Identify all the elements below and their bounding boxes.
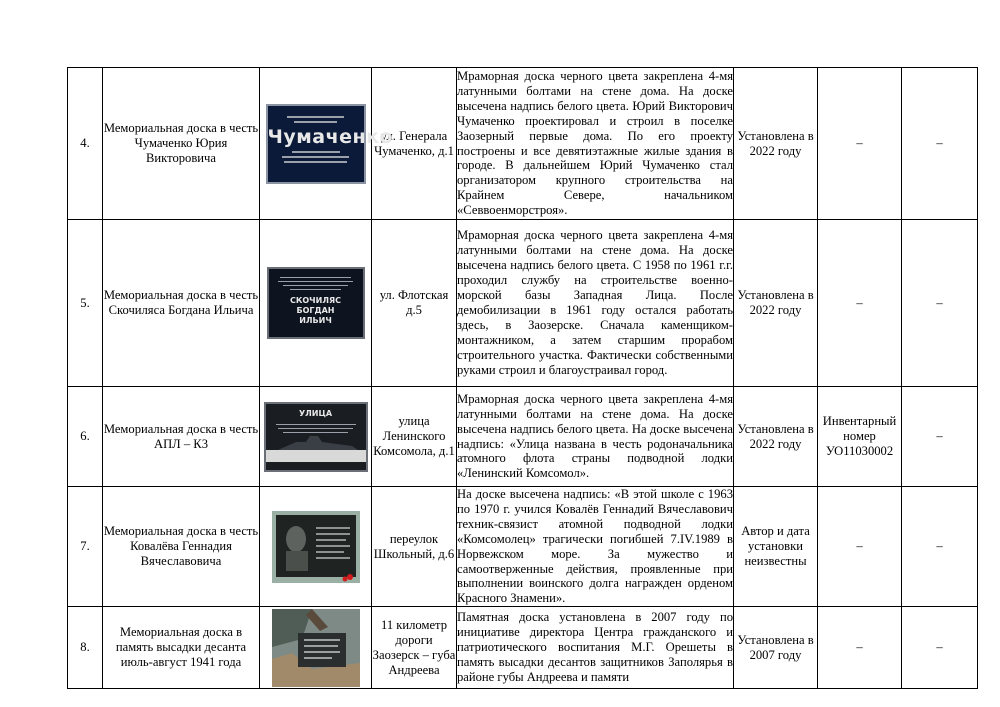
installation-status: Установлена в 2022 году <box>734 220 818 387</box>
memorial-plaque-photo <box>264 402 368 472</box>
note: – <box>902 220 978 387</box>
installation-status: Установлена в 2007 году <box>734 607 818 689</box>
monuments-table <box>67 67 978 689</box>
note: – <box>902 387 978 487</box>
table-row <box>68 68 978 220</box>
memorial-name: Мемориальная доска в память высадки десанта июль-август 1941 года <box>103 607 260 689</box>
note: – <box>902 487 978 607</box>
description: Мраморная доска черного цвета закреплена 4-мя латунными болтами на стене дома. На доске высечена надпись белого цвета. Юрий Викторович Чумаченко проектировал и строил в поселке Заозерный первые дома. По его проекту построены и все девятиэтажные жилые здания в городе. В дальнейшем Юрий Чумаченко стал организатором крупного строительства на Крайнем Севере, начальником «Севвоенморстроя». <box>457 68 734 220</box>
photo-cell <box>260 220 372 387</box>
inventory-number: – <box>818 220 902 387</box>
memorial-plaque-photo <box>267 267 365 339</box>
description: Мраморная доска черного цвета закреплена 4-мя латунными болтами на стене дома. На доске высечена надпись белого цвета. На доске высечена надпись: «Улица названа в честь родоначальника атомного флота страны подводной лодки «Ленинский Комсомол». <box>457 387 734 487</box>
inventory-number: – <box>818 607 902 689</box>
memorial-name: Мемориальная доска в честь АПЛ – К3 <box>103 387 260 487</box>
photo-cell <box>260 387 372 487</box>
memorial-name: Мемориальная доска в честь Чумаченко Юрия Викторовича <box>103 68 260 220</box>
row-number: 6. <box>68 387 103 487</box>
photo-cell <box>260 487 372 607</box>
address: ул. Генерала Чумаченко, д.1 <box>372 68 457 220</box>
address: ул. Флотская д.5 <box>372 220 457 387</box>
address: улица Ленинского Комсомола, д.1 <box>372 387 457 487</box>
inventory-number: – <box>818 487 902 607</box>
plaque-inscription: Чумаченко <box>267 125 394 148</box>
description: Мраморная доска черного цвета закреплена 4-мя латунными болтами на стене дома. На доске высечена надпись белого цвета. С 1958 по 1961 г.г. проходил службу на строительстве военно-морской базы Западная Лица. После демобилизации в 1961 году остался работать здесь, в Заозерске. Сначала каменщиком-монтажником, а затем старшим прорабом строительного участка. Фактически собственными руками строил и благоустраивал город. <box>457 220 734 387</box>
memorial-name: Мемориальная доска в честь Скочиляса Богдана Ильича <box>103 220 260 387</box>
row-number: 8. <box>68 607 103 689</box>
address: 11 километр дороги Заозерск – губа Андреева <box>372 607 457 689</box>
address: переулок Школьный, д.6 <box>372 487 457 607</box>
row-number: 5. <box>68 220 103 387</box>
submarine-relief-icon <box>266 436 366 462</box>
photo-cell <box>260 607 372 689</box>
memorial-plaque-photo <box>272 609 360 687</box>
description: На доске высечена надпись: «В этой школе с 1963 по 1970 г. учился Ковалёв Геннадий Вячеславович техник-связист атомной подводной лодки «Комсомолец» трагически погибшей 7.IV.1989 в Норвежском море. За мужество и самоотверженные действия, проявленные при выполнении воинского долга награжден орденом Красного Знамени». <box>457 487 733 606</box>
description: Памятная доска установлена в 2007 году по инициативе директора Центра гражданского и патриотического воспитания М.Г. Орешеты в память высадки десантов защитников Заполярья в районе губы Андреева и памяти <box>457 607 734 689</box>
memorial-plaque-photo <box>272 511 360 583</box>
table-row <box>68 607 978 689</box>
row-number: 4. <box>68 68 103 220</box>
photo-cell <box>260 68 394 220</box>
row-number: 7. <box>68 487 103 607</box>
plaque-inscription: УЛИЦА <box>298 408 333 418</box>
installation-status: Автор и дата установки неизвестны <box>734 487 818 607</box>
inventory-number: – <box>818 68 902 220</box>
memorial-name: Мемориальная доска в честь Ковалёва Геннадия Вячеславовича <box>103 487 260 607</box>
table-row <box>68 220 978 387</box>
note: – <box>902 68 978 220</box>
inventory-number: Инвентарный номер УО11030002 <box>818 387 902 487</box>
plaque-inscription: СКОЧИЛЯС БОГДАН ИЛЬИЧ <box>289 296 342 325</box>
table-row <box>68 487 978 607</box>
installation-status: Установлена в 2022 году <box>734 387 818 487</box>
memorial-plaque-photo <box>266 104 394 184</box>
installation-status: Установлена в 2022 году <box>734 68 818 220</box>
note: – <box>902 607 978 689</box>
table-row <box>68 387 978 487</box>
